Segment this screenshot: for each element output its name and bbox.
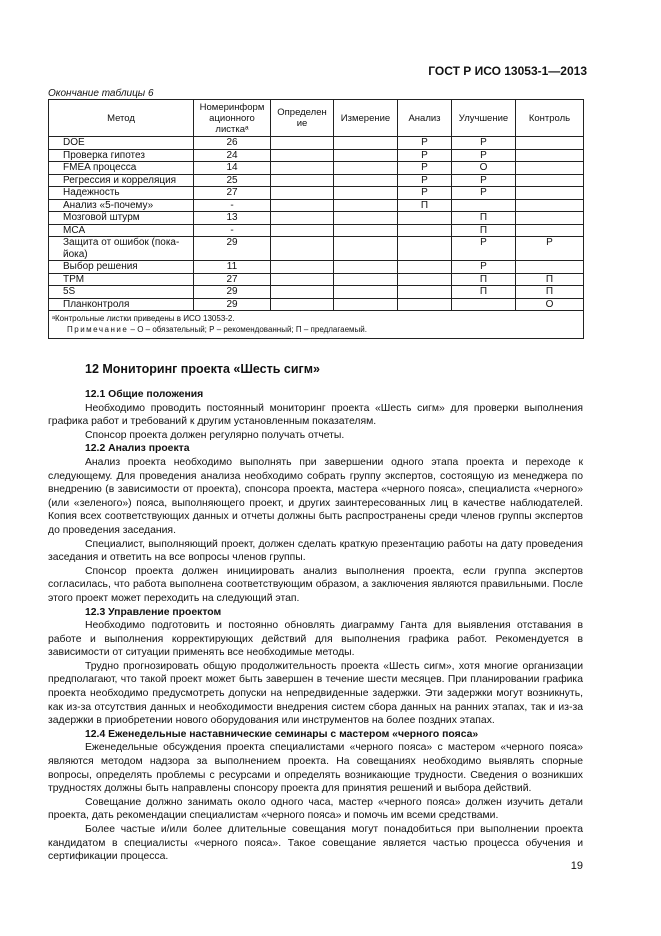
table-footnote: ᵃКонтрольные листки приведены в ИСО 13053-2. [52,314,235,323]
column-header: Номеринформ ационного листкаᵃ [194,100,271,137]
table-cell: Р [398,162,452,175]
method-cell: Мозговой штурм [49,212,194,225]
table-cell: О [516,298,584,311]
section-title: 12 Мониторинг проекта «Шесть сигм» [85,362,320,376]
table-cell: П [516,273,584,286]
table-cell: 26 [194,137,271,150]
table-cell [334,199,398,212]
table-cell: 29 [194,298,271,311]
table-row [49,199,584,212]
paragraph: Анализ проекта необходимо выполнять при завершении одного этапа проекта и переходе к следующему. Для проведения анализа необходимо собрать группу экспертов, состоящую из менеджера по внедрению (в зависимости от проекта), спонсора проекта, мастера «черного пояса», специалиста «черного» (или «зеленого») пояса, выполняющего проект, и других заинтересованных лиц в качестве наблюдателей. Копия всех соответствующих данных и отчеты должны быть распространены среди членов группы экспертов до проведения заседания. [48,456,583,536]
table-row [49,137,584,150]
table-cell [334,298,398,311]
paragraph: Спонсор проекта должен регулярно получать отчеты. [85,429,345,441]
table-cell: - [194,224,271,237]
table-cell [334,149,398,162]
table-cell [398,212,452,225]
table-notes-row [49,311,584,339]
table-cell: - [194,199,271,212]
table-cell [516,149,584,162]
table-cell [271,212,334,225]
table-cell [452,199,516,212]
column-header: Определен ие [271,100,334,137]
table-cell [271,286,334,299]
table-row [49,162,584,175]
table-cell: П [452,273,516,286]
table-cell [271,224,334,237]
table-row [49,298,584,311]
table-cell [334,212,398,225]
table-row [49,174,584,187]
table-cell [516,212,584,225]
method-cell: MCA [49,224,194,237]
table-cell: 25 [194,174,271,187]
table-cell: Р [452,237,516,261]
table-cell [516,137,584,150]
table-note [52,324,580,335]
column-header: Метод [49,100,194,137]
table-cell [516,187,584,200]
table-cell [271,237,334,261]
table-cell [334,286,398,299]
table-cell: 13 [194,212,271,225]
paragraph: Необходимо проводить постоянный мониторинг проекта «Шесть сигм» для проверки выполнения графика работ и требований к другим установленным показателям. [48,402,583,428]
method-cell: Выбор решения [49,261,194,274]
paragraph: Специалист, выполняющий проект, должен сделать краткую презентацию работы на дату проведения заседания и ответить на все вопросы членов группы. [48,538,583,564]
table-cell [334,137,398,150]
subsection-heading: 12.2 Анализ проекта [85,443,190,455]
table-cell: П [452,286,516,299]
table-row [49,149,584,162]
table-cell [398,261,452,274]
method-cell: Регрессия и корреляция [49,174,194,187]
method-cell: 5S [49,286,194,299]
paragraph: Спонсор проекта должен инициировать анализ выполнения проекта, если группа экспертов согласилась, что работа выполнена соответствующим образом, а заключения являются правильными. После этого проект может переходить на следующий этап. [48,565,583,604]
table-cell: О [452,162,516,175]
table-cell: Р [452,261,516,274]
table-cell: 29 [194,237,271,261]
table-row [49,261,584,274]
table-cell: П [452,212,516,225]
subsection-heading: 12.3 Управление проектом [85,606,222,618]
table-row [49,187,584,200]
table-row [49,286,584,299]
table-cell: Р [398,137,452,150]
method-cell: DOE [49,137,194,150]
column-header: Анализ [398,100,452,137]
standard-header: ГОСТ Р ИСО 13053-1—2013 [428,64,587,78]
table-cell: П [452,224,516,237]
page-number: 19 [570,860,583,872]
table-cell: Р [398,174,452,187]
table-caption: Окончание таблицы 6 [48,88,154,99]
table-cell [334,162,398,175]
table-cell: 11 [194,261,271,274]
method-cell: Надежность [49,187,194,200]
paragraph: Необходимо подготовить и постоянно обновлять диаграмму Ганта для выявления отставания в работе и выполнения корректирующих действий для выполнения графика работ. Рекомендуется в зависимости от ситуации применять все необходимые методы. [48,620,583,659]
section-12 [48,362,583,864]
table-row [49,237,584,261]
table-cell [334,261,398,274]
table-cell [452,298,516,311]
table-row [49,212,584,225]
method-cell: Анализ «5-почему» [49,199,194,212]
table-cell [398,237,452,261]
paragraph: Трудно прогнозировать общую продолжительность проекта «Шесть сигм», хотя многие организации предполагают, что такой проект может быть завершен в течение шести месяцев. При планировании графика проекта необходимо предусмотреть допуски на непредвиденные задержки. Эти задержки могут возникнуть, как из-за отсутствия данных и необходимости внедрения систем сбора данных на ранних этапах, так и из-за задержки в приобретении нового оборудования или инструментов на более поздних этапах. [48,660,583,727]
method-cell: Проверка гипотез [49,149,194,162]
table-cell: Р [452,187,516,200]
table-cell [516,261,584,274]
table-cell [334,237,398,261]
table-cell [271,261,334,274]
table-cell [271,137,334,150]
table-cell: 14 [194,162,271,175]
table-cell [398,224,452,237]
method-cell: Планконтроля [49,298,194,311]
table-cell: 24 [194,149,271,162]
table-cell [516,224,584,237]
table-cell [334,224,398,237]
table-notes [49,311,584,339]
table-cell [398,298,452,311]
table-body [49,137,584,311]
methods-table [48,99,584,339]
table-header-row [49,100,584,137]
section-body [48,388,583,864]
table-cell [271,149,334,162]
column-header: Контроль [516,100,584,137]
method-cell: Защита от ошибок (пока-йока) [49,237,194,261]
method-cell: FMEA процесса [49,162,194,175]
note-text: – О – обязательный; Р – рекомендованный; П – предлагаемый. [128,325,367,334]
table-cell: П [398,199,452,212]
table-cell [334,273,398,286]
table-cell [516,162,584,175]
table-cell [271,273,334,286]
table-row [49,273,584,286]
table-cell [334,187,398,200]
paragraph: Более частые и/или более длительные совещания могут понадобиться при выполнении проекта кандидатом в специалисты «черного пояса». Такое совещание является частью процесса обучения и сертификации процесса. [48,824,583,863]
table-cell: Р [452,149,516,162]
table-cell: Р [398,149,452,162]
table-cell [516,199,584,212]
table-cell: Р [398,187,452,200]
table-cell: 29 [194,286,271,299]
table-cell [516,174,584,187]
table-cell [398,273,452,286]
subsection-heading: 12.1 Общие положения [85,389,204,400]
table-cell [271,298,334,311]
paragraph: Совещание должно занимать около одного часа, мастер «черного пояса» должен изучить детали проекта, дать рекомендации специалистам «черного пояса» и помочь им всеми средствами. [48,796,583,822]
table-cell [271,174,334,187]
table-cell [271,162,334,175]
table-cell [271,199,334,212]
table-cell: Р [516,237,584,261]
table-row [49,224,584,237]
table-cell: 27 [194,187,271,200]
table-cell [398,286,452,299]
table-cell [334,174,398,187]
table-cell: Р [452,174,516,187]
table-cell: Р [452,137,516,150]
table-cell [271,187,334,200]
paragraph: Еженедельные обсуждения проекта специалистами «черного пояса» с мастером «черного пояса» являются методом надзора за выполнением проекта. На совещаниях необходимо выявлять спорные вопросы, определять проблемы с ресурсами и определять возникающие трудности. Сведения о возникших трудностях должны быть направлены спонсору проекта для принятия решений и выбора действий. [48,742,583,795]
method-cell: TPM [49,273,194,286]
table-cell: 27 [194,273,271,286]
subsection-heading: 12.4 Еженедельные наставнические семинары с мастером «черного пояса» [85,728,479,740]
column-header: Измерение [334,100,398,137]
column-header: Улучшение [452,100,516,137]
note-label: Примечание [67,325,129,334]
table-cell: П [516,286,584,299]
